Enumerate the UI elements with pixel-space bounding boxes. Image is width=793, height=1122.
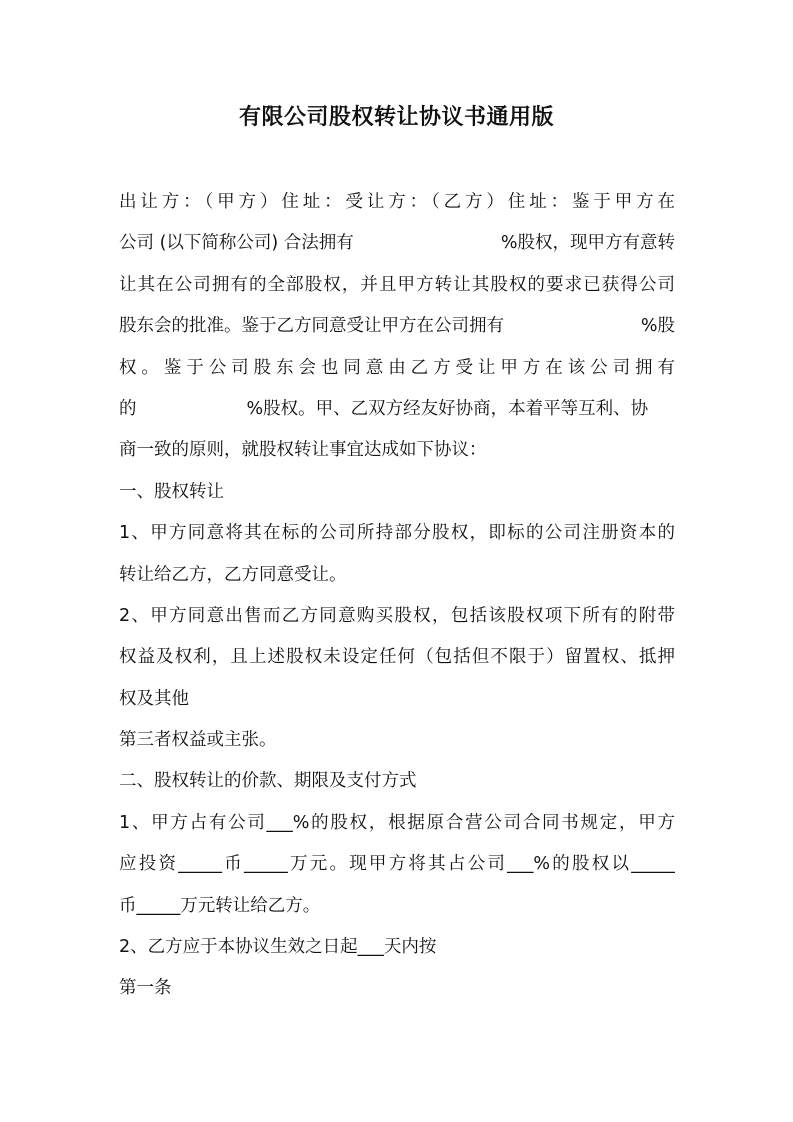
paragraph-line	[119, 223, 675, 264]
line-segment: %股权，现甲方有意转	[500, 233, 675, 254]
line-segment: 公司 (以下简称公司) 合法拥有	[119, 233, 354, 254]
paragraph-line: 商一致的原则，就股权转让事宜达成如下协议：	[119, 440, 487, 461]
paragraph-line: 出让方：（甲方）住址：受让方：（乙方）住址：鉴于甲方在	[119, 192, 675, 212]
paragraph-line	[119, 389, 675, 430]
blank-gap	[137, 389, 247, 430]
paragraph-line: 应投资_____币_____万元。现甲方将其占公司___%的股权以_____	[119, 854, 675, 875]
paragraph-line: 第一条	[119, 978, 172, 999]
paragraph-line: 权。鉴于公司股东会也同意由乙方受让甲方在该公司拥有	[119, 357, 675, 378]
paragraph-line: 1、甲方占有公司___%的股权，根据原合营公司合同书规定，甲方	[119, 812, 675, 833]
paragraph-line: 权益及权利，且上述股权未设定任何（包括但不限于）留置权、抵押	[119, 647, 675, 668]
paragraph-line: 2、乙方应于本协议生效之日起___天内按	[119, 937, 437, 958]
paragraph-line: 币_____万元转让给乙方。	[119, 895, 321, 916]
line-segment: %股权。甲、乙双方经友好协商，本着平等互利、协	[246, 398, 649, 419]
document-title: 有限公司股权转让协议书通用版	[238, 105, 554, 130]
paragraph-line: 1、甲方同意将其在标的公司所持部分股权，即标的公司注册资本的	[119, 523, 675, 544]
document-body	[119, 182, 675, 1010]
section-heading: 二、股权转让的价款、期限及支付方式	[119, 771, 417, 792]
paragraph-line: 第三者权益或主张。	[119, 730, 277, 751]
line-segment: 的	[119, 398, 137, 419]
paragraph-line	[119, 306, 675, 347]
paragraph-line: 让其在公司拥有的全部股权，并且甲方转让其股权的要求已获得公司	[119, 274, 675, 295]
section-heading: 一、股权转让	[119, 481, 224, 502]
paragraph-line: 转让给乙方，乙方同意受让。	[119, 564, 347, 585]
paragraph-line: 权及其他	[119, 688, 189, 709]
line-segment: %股	[640, 316, 675, 337]
line-segment: 股东会的批准。鉴于乙方同意受让甲方在公司拥有	[119, 316, 504, 337]
paragraph-line: 2、甲方同意出售而乙方同意购买股权，包括该股权项下所有的附带	[119, 605, 675, 626]
